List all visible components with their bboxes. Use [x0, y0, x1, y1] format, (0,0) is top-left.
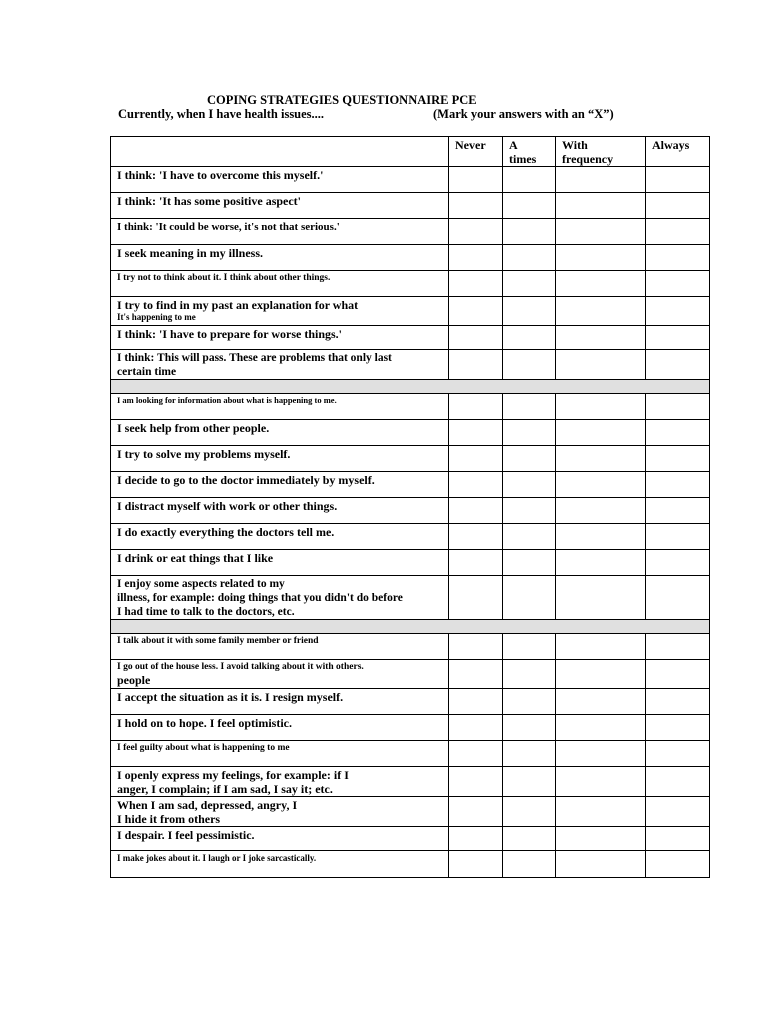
question-text: [111, 326, 449, 350]
table-row: [111, 193, 710, 219]
answer-cell-with-frequency[interactable]: [556, 498, 646, 524]
table-row: [111, 851, 710, 878]
question-line: illness, for example: doing things that you didn't do before: [117, 592, 403, 604]
answer-cell-with-frequency[interactable]: [556, 193, 646, 219]
question-line: I think: This will pass. These are problems that only last: [117, 352, 392, 364]
table-row: [111, 689, 710, 715]
answer-cell-with-frequency[interactable]: [556, 767, 646, 797]
answer-cell-a-times[interactable]: [503, 420, 556, 446]
answer-cell-with-frequency[interactable]: [556, 167, 646, 193]
answer-cell-with-frequency[interactable]: [556, 797, 646, 827]
question-line: I seek meaning in my illness.: [117, 246, 264, 260]
answer-cell-a-times[interactable]: [503, 472, 556, 498]
section-divider: [111, 620, 710, 634]
question-text: [111, 524, 449, 550]
table-row: [111, 271, 710, 297]
answer-cell-a-times[interactable]: [503, 634, 556, 660]
question-line: I go out of the house less. I avoid talking about it with others.: [117, 662, 364, 672]
answer-cell-a-times[interactable]: [503, 660, 556, 689]
answer-cell-a-times[interactable]: [503, 167, 556, 193]
answer-cell-never[interactable]: [449, 394, 503, 420]
question-text: [111, 167, 449, 193]
answer-cell-with-frequency[interactable]: [556, 394, 646, 420]
answer-cell-a-times[interactable]: [503, 689, 556, 715]
question-text: [111, 271, 449, 297]
answer-cell-never[interactable]: [449, 741, 503, 767]
answer-cell-a-times[interactable]: [503, 219, 556, 245]
table-row: [111, 797, 710, 827]
answer-cell-never[interactable]: [449, 219, 503, 245]
answer-cell-a-times[interactable]: [503, 797, 556, 827]
table-row: [111, 660, 710, 689]
answer-cell-always[interactable]: [646, 394, 710, 420]
answer-cell-always[interactable]: [646, 827, 710, 851]
section-divider-cell: [111, 380, 710, 394]
question-text: [111, 715, 449, 741]
answer-cell-a-times[interactable]: [503, 245, 556, 271]
table-row: [111, 350, 710, 380]
answer-cell-always[interactable]: [646, 245, 710, 271]
answer-cell-never[interactable]: [449, 851, 503, 878]
answer-cell-never[interactable]: [449, 660, 503, 689]
question-line: I try to find in my past an explanation for what: [117, 298, 359, 312]
answer-cell-never[interactable]: [449, 193, 503, 219]
question-text: [111, 420, 449, 446]
question-line: I think: 'I have to overcome this myself.': [117, 168, 324, 182]
answer-cell-with-frequency[interactable]: [556, 446, 646, 472]
answer-cell-never[interactable]: [449, 271, 503, 297]
column-header-a-times-line2: times: [509, 152, 537, 166]
answer-cell-never[interactable]: [449, 420, 503, 446]
answer-cell-with-frequency[interactable]: [556, 297, 646, 326]
question-text: [111, 498, 449, 524]
answer-cell-never[interactable]: [449, 498, 503, 524]
question-line: I feel guilty about what is happening to me: [117, 743, 290, 753]
table-row: [111, 524, 710, 550]
table-row: [111, 741, 710, 767]
question-line: certain time: [117, 366, 177, 378]
answer-cell-always[interactable]: [646, 420, 710, 446]
answer-cell-never[interactable]: [449, 524, 503, 550]
answer-cell-a-times[interactable]: [503, 576, 556, 620]
answer-cell-a-times[interactable]: [503, 550, 556, 576]
answer-cell-always[interactable]: [646, 741, 710, 767]
answer-cell-with-frequency[interactable]: [556, 420, 646, 446]
answer-cell-never[interactable]: [449, 472, 503, 498]
answer-cell-with-frequency[interactable]: [556, 576, 646, 620]
column-header-with-frequency-line2: frequency: [562, 152, 614, 166]
answer-cell-a-times[interactable]: [503, 193, 556, 219]
answer-cell-with-frequency[interactable]: [556, 741, 646, 767]
question-line: I enjoy some aspects related to my: [117, 578, 285, 590]
question-text: [111, 689, 449, 715]
question-line: I drink or eat things that I like: [117, 551, 274, 565]
section-divider: [111, 380, 710, 394]
answer-cell-with-frequency[interactable]: [556, 350, 646, 380]
answer-cell-a-times[interactable]: [503, 715, 556, 741]
table-row: [111, 472, 710, 498]
answer-cell-with-frequency[interactable]: [556, 851, 646, 878]
question-column-header: [111, 137, 449, 167]
question-text: [111, 741, 449, 767]
question-line: I talk about it with some family member or friend: [117, 636, 319, 646]
table-row: [111, 219, 710, 245]
table-row: [111, 394, 710, 420]
question-line: I think: 'It has some positive aspect': [117, 194, 302, 208]
question-line: I had time to talk to the doctors, etc.: [117, 606, 295, 618]
answer-cell-with-frequency[interactable]: [556, 689, 646, 715]
answer-cell-always[interactable]: [646, 446, 710, 472]
answer-cell-never[interactable]: [449, 715, 503, 741]
table-row: [111, 550, 710, 576]
answer-cell-never[interactable]: [449, 550, 503, 576]
answer-cell-never[interactable]: [449, 350, 503, 380]
section-divider-cell: [111, 620, 710, 634]
question-line: I try not to think about it. I think about other things.: [117, 273, 331, 283]
answer-cell-a-times[interactable]: [503, 524, 556, 550]
answer-cell-with-frequency[interactable]: [556, 219, 646, 245]
answer-cell-always[interactable]: [646, 715, 710, 741]
answer-cell-with-frequency[interactable]: [556, 827, 646, 851]
answer-cell-always[interactable]: [646, 326, 710, 350]
question-line: people: [117, 673, 151, 687]
answer-cell-a-times[interactable]: [503, 271, 556, 297]
page-title: COPING STRATEGIES QUESTIONNAIRE PCE: [207, 93, 477, 107]
answer-cell-with-frequency[interactable]: [556, 524, 646, 550]
questionnaire-prompt: Currently, when I have health issues....: [118, 107, 325, 121]
answer-cell-always[interactable]: [646, 498, 710, 524]
answer-cell-a-times[interactable]: [503, 446, 556, 472]
question-line: I hold on to hope. I feel optimistic.: [117, 716, 293, 730]
table-row: [111, 245, 710, 271]
question-text: [111, 576, 449, 620]
question-line: I seek help from other people.: [117, 421, 270, 435]
question-line: I make jokes about it. I laugh or I joke sarcastically.: [117, 853, 317, 863]
answer-cell-never[interactable]: [449, 576, 503, 620]
answer-cell-always[interactable]: [646, 167, 710, 193]
table-row: [111, 576, 710, 620]
answer-cell-a-times[interactable]: [503, 851, 556, 878]
answer-cell-always[interactable]: [646, 689, 710, 715]
question-line: I decide to go to the doctor immediately by myself.: [117, 473, 375, 487]
answer-cell-never[interactable]: [449, 297, 503, 326]
question-line: I distract myself with work or other things.: [117, 499, 338, 513]
answer-cell-with-frequency[interactable]: [556, 715, 646, 741]
question-line: I try to solve my problems myself.: [117, 447, 291, 461]
question-text: [111, 550, 449, 576]
answer-cell-always[interactable]: [646, 851, 710, 878]
column-header-with-frequency: [556, 137, 646, 167]
question-line: I do exactly everything the doctors tell me.: [117, 525, 335, 539]
question-line: I hide it from others: [117, 812, 221, 826]
answer-cell-always[interactable]: [646, 550, 710, 576]
table-row: [111, 326, 710, 350]
answer-cell-never[interactable]: [449, 827, 503, 851]
answer-cell-with-frequency[interactable]: [556, 550, 646, 576]
question-text: [111, 193, 449, 219]
answer-cell-with-frequency[interactable]: [556, 271, 646, 297]
question-line: I accept the situation as it is. I resign myself.: [117, 690, 344, 704]
answer-cell-a-times[interactable]: [503, 741, 556, 767]
answer-cell-with-frequency[interactable]: [556, 326, 646, 350]
column-header-a-times-line1: A: [509, 138, 518, 152]
header-row: [111, 137, 710, 167]
table-row: [111, 446, 710, 472]
answer-cell-with-frequency[interactable]: [556, 472, 646, 498]
question-text: [111, 767, 449, 797]
answer-cell-a-times[interactable]: [503, 767, 556, 797]
table-row: [111, 715, 710, 741]
question-text: [111, 660, 449, 689]
column-header-with-frequency-line1: With: [562, 138, 588, 152]
question-line: I despair. I feel pessimistic.: [117, 828, 255, 842]
answer-cell-a-times[interactable]: [503, 326, 556, 350]
column-header-a-times: [503, 137, 556, 167]
answer-cell-always[interactable]: [646, 660, 710, 689]
answer-cell-never[interactable]: [449, 797, 503, 827]
question-text: [111, 472, 449, 498]
answer-cell-never[interactable]: [449, 326, 503, 350]
question-text: [111, 634, 449, 660]
answer-instructions: (Mark your answers with an “X”): [433, 107, 614, 121]
answer-cell-a-times[interactable]: [503, 827, 556, 851]
answer-cell-always[interactable]: [646, 271, 710, 297]
answer-cell-with-frequency[interactable]: [556, 660, 646, 689]
answer-cell-a-times[interactable]: [503, 394, 556, 420]
question-line: I think: 'It could be worse, it's not that serious.': [117, 221, 340, 233]
answer-cell-always[interactable]: [646, 219, 710, 245]
question-text: [111, 350, 449, 380]
question-text: [111, 297, 449, 326]
answer-cell-never[interactable]: [449, 689, 503, 715]
answer-cell-never[interactable]: [449, 167, 503, 193]
answer-cell-always[interactable]: [646, 350, 710, 380]
question-text: [111, 851, 449, 878]
question-text: [111, 827, 449, 851]
table-row: [111, 634, 710, 660]
column-header-never: Never: [449, 137, 503, 167]
answer-cell-never[interactable]: [449, 767, 503, 797]
answer-cell-a-times[interactable]: [503, 297, 556, 326]
question-line: It's happening to me: [117, 312, 196, 322]
question-line: I think: 'I have to prepare for worse things.': [117, 327, 343, 341]
answer-cell-never[interactable]: [449, 446, 503, 472]
table-row: [111, 420, 710, 446]
answer-cell-always[interactable]: [646, 193, 710, 219]
answer-cell-a-times[interactable]: [503, 498, 556, 524]
answer-cell-always[interactable]: [646, 767, 710, 797]
question-text: [111, 446, 449, 472]
answer-cell-a-times[interactable]: [503, 350, 556, 380]
question-line: anger, I complain; if I am sad, I say it; etc.: [117, 782, 333, 796]
answer-cell-always[interactable]: [646, 524, 710, 550]
question-text: [111, 245, 449, 271]
question-text: [111, 797, 449, 827]
question-line: I am looking for information about what is happening to me.: [117, 395, 337, 405]
table-row: [111, 767, 710, 797]
table-row: [111, 498, 710, 524]
table-row: [111, 297, 710, 326]
table-row: [111, 167, 710, 193]
column-header-always: Always: [646, 137, 710, 167]
answer-cell-always[interactable]: [646, 297, 710, 326]
question-line: I openly express my feelings, for example: if I: [117, 768, 349, 782]
answer-cell-never[interactable]: [449, 245, 503, 271]
answer-cell-always[interactable]: [646, 472, 710, 498]
question-text: [111, 219, 449, 245]
answer-cell-always[interactable]: [646, 576, 710, 620]
answer-cell-with-frequency[interactable]: [556, 245, 646, 271]
question-line: When I am sad, depressed, angry, I: [117, 798, 298, 812]
question-text: [111, 394, 449, 420]
answer-cell-with-frequency[interactable]: [556, 634, 646, 660]
answer-cell-always[interactable]: [646, 797, 710, 827]
questionnaire-table: [110, 136, 710, 878]
answer-cell-never[interactable]: [449, 634, 503, 660]
answer-cell-always[interactable]: [646, 634, 710, 660]
table-row: [111, 827, 710, 851]
